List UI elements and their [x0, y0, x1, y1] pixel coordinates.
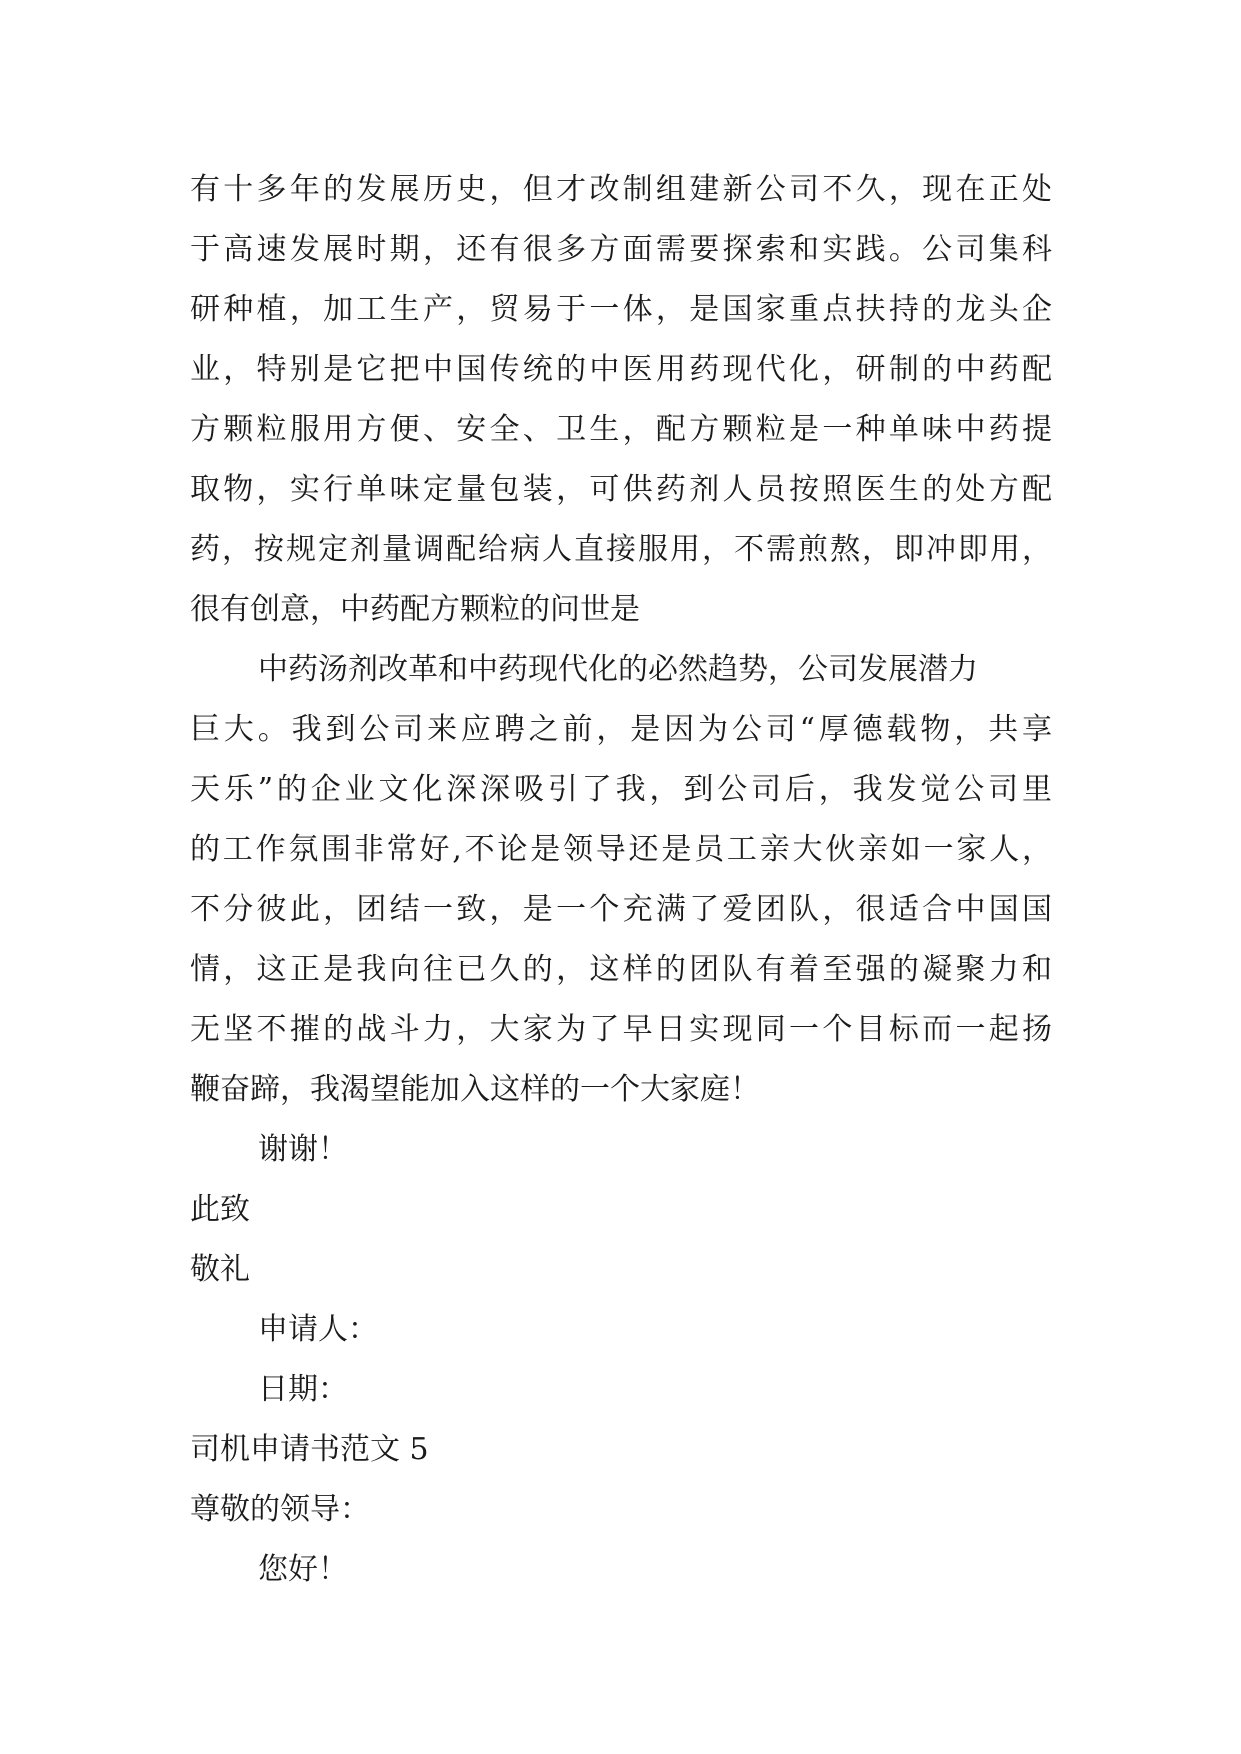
body-text-line: 天乐”的企业文化深深吸引了我，到公司后，我发觉公司里	[190, 772, 1052, 807]
greeting-line: 尊敬的领导：	[190, 1492, 370, 1527]
body-text-line: 有十多年的发展历史，但才改制组建新公司不久，现在正处	[190, 172, 1052, 207]
body-text-line: 业，特别是它把中国传统的中医用药现代化，研制的中药配	[190, 352, 1052, 387]
body-text-line: 鞭奋蹄，我渴望能加入这样的一个大家庭！	[190, 1072, 760, 1107]
body-text-line: 研种植，加工生产，贸易于一体，是国家重点扶持的龙头企	[190, 292, 1052, 327]
body-text-line: 不分彼此，团结一致，是一个充满了爱团队，很适合中国国	[190, 892, 1052, 927]
body-text-line: 取物，实行单味定量包装，可供药剂人员按照医生的处方配	[190, 472, 1052, 507]
thanks-line: 谢谢！	[258, 1132, 348, 1167]
closing-line: 此致	[190, 1192, 250, 1227]
body-text-line: 很有创意，中药配方颗粒的问世是	[190, 592, 640, 627]
section-title: 司机申请书范文 5	[190, 1432, 429, 1467]
body-text-line: 于高速发展时期，还有很多方面需要探索和实践。公司集科	[190, 232, 1052, 267]
body-text-line: 情，这正是我向往已久的，这样的团队有着至强的凝聚力和	[190, 952, 1052, 987]
body-text-line: 无坚不摧的战斗力，大家为了早日实现同一个目标而一起扬	[190, 1012, 1052, 1047]
salutation-line: 敬礼	[190, 1252, 250, 1287]
applicant-label: 申请人：	[258, 1312, 378, 1347]
hello-line: 您好！	[258, 1552, 348, 1587]
body-text-line: 的工作氛围非常好,不论是领导还是员工亲大伙亲如一家人，	[190, 832, 1052, 867]
body-text-line: 药，按规定剂量调配给病人直接服用，不需煎熬，即冲即用，	[190, 532, 1052, 567]
body-text-line: 中药汤剂改革和中药现代化的必然趋势，公司发展潜力	[258, 652, 978, 687]
date-label: 日期：	[258, 1372, 348, 1407]
body-text-line: 方颗粒服用方便、安全、卫生，配方颗粒是一种单味中药提	[190, 412, 1052, 447]
body-text-line: 巨大。我到公司来应聘之前，是因为公司“厚德载物，共享	[190, 712, 1052, 747]
